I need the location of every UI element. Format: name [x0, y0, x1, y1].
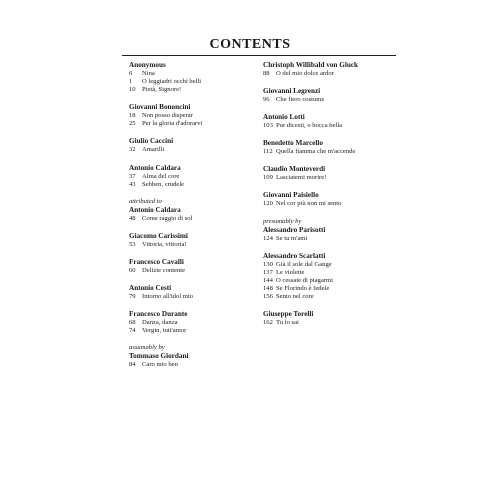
composer-entry: [263, 61, 403, 78]
page-number: 162: [263, 319, 273, 327]
composer-entry: [263, 218, 403, 243]
attribution-note: attributed to: [129, 197, 162, 205]
song-title: Intorno all'idol mio: [142, 293, 194, 301]
page-number: 103: [263, 122, 273, 130]
composer-entry: [129, 258, 269, 275]
song-row: [263, 235, 403, 243]
page-number: 68: [129, 319, 136, 327]
song-title: Delizie contente: [142, 266, 186, 274]
composer-name: Giovanni Bononcini: [129, 103, 191, 112]
attribution-note: presumably by: [263, 217, 302, 225]
composer-entry: [129, 137, 269, 154]
composer-name: Francesco Cavalli: [129, 257, 184, 266]
composer-entry: [263, 165, 403, 182]
song-row: [129, 78, 269, 86]
left-column: [129, 61, 269, 378]
song-row: [263, 319, 403, 327]
composer-entry: [129, 164, 269, 189]
composer-name: Giuseppe Torelli: [263, 310, 314, 319]
composer-entry: [129, 198, 269, 223]
page-number: 48: [129, 214, 136, 222]
song-title: Quella fiamma che m'accende: [276, 148, 356, 156]
song-title: Nina: [142, 70, 155, 77]
composer-entry: [263, 87, 403, 104]
page-number: 37: [129, 172, 136, 180]
song-row: [129, 86, 269, 94]
song-title: O del mio dolce ardor: [276, 70, 334, 77]
composer-entry: [129, 344, 269, 369]
song-row: [129, 120, 269, 128]
composer-name: Antonio Cesti: [129, 284, 172, 293]
composer-name: Giovanni Paisiello: [263, 191, 319, 200]
page-number: 79: [129, 293, 136, 301]
page-number: 25: [129, 120, 136, 128]
page-number: 156: [263, 293, 273, 301]
song-row: [263, 261, 403, 269]
composer-name: Alessandro Parisotti: [263, 225, 326, 234]
song-title: Se tu m'ami: [276, 234, 308, 242]
song-row: [263, 285, 403, 293]
song-title: O leggiadri occhi belli: [142, 78, 202, 86]
song-row: [263, 96, 403, 104]
song-row: [129, 319, 269, 327]
song-row: [129, 267, 269, 275]
song-title: Non posso disperar: [142, 112, 193, 120]
song-title: Per la gloria d'adorarvi: [142, 120, 203, 128]
song-title: O cessate di piagarmi: [276, 276, 333, 284]
page-number: 18: [129, 112, 136, 120]
song-row: [263, 70, 403, 78]
song-title: Se Florindo è fedele: [276, 284, 330, 292]
composer-name: Tommaso Giordani: [129, 352, 189, 361]
song-row: [129, 327, 269, 335]
composer-entry: [263, 310, 403, 327]
song-title: Pietà, Signore!: [142, 86, 182, 94]
composer-name: Claudio Monteverdi: [263, 165, 326, 174]
composer-entry: [129, 61, 269, 94]
page-number: 6: [129, 70, 133, 77]
song-row: [129, 241, 269, 249]
composer-entry: [129, 284, 269, 301]
composer-name: Giacomo Carissimi: [129, 231, 188, 240]
page-number: 120: [263, 200, 273, 208]
composer-entry: [129, 310, 269, 335]
song-title: Sento nel core: [276, 293, 314, 301]
song-title: Che fiero costume: [276, 96, 325, 104]
page-number: 148: [263, 284, 273, 292]
song-title: Alma del core: [142, 172, 180, 180]
page-number: 88: [263, 70, 270, 77]
song-title: Vittoria, vittoria!: [142, 240, 187, 248]
song-title: Vergin, tutt'amor: [142, 327, 187, 335]
composer-name: Francesco Durante: [129, 310, 188, 319]
song-title: Danza, danza: [142, 319, 178, 327]
page-number: 112: [263, 148, 273, 156]
composer-name: Christoph Willibald von Gluck: [263, 61, 359, 69]
song-row: [263, 174, 403, 182]
song-row: [129, 112, 269, 120]
composer-name: Antonio Lotti: [263, 113, 305, 122]
composer-entry: [263, 139, 403, 156]
page-number: 32: [129, 146, 136, 154]
song-row: [129, 70, 269, 78]
song-title: Lasciatemi morire!: [276, 174, 327, 182]
song-row: [263, 269, 403, 277]
song-title: Pur dicesti, o bocca bella: [276, 122, 343, 130]
song-row: [129, 293, 269, 301]
song-title: Le violette: [276, 268, 305, 276]
song-row: [129, 181, 269, 189]
page-number: 109: [263, 174, 273, 182]
composer-name: Antonio Caldara: [129, 163, 181, 172]
song-row: [263, 122, 403, 130]
page-number: 137: [263, 268, 273, 276]
page-number: 144: [263, 276, 273, 284]
song-title: Amarilli: [142, 146, 165, 154]
song-title: Caro mio ben: [142, 361, 178, 369]
song-title: Già il sole dal Gange: [276, 260, 332, 268]
page-number: 53: [129, 240, 136, 248]
composer-entry: [263, 191, 403, 208]
composer-name: Benedetto Marcello: [263, 139, 323, 148]
composer-entry: [263, 113, 403, 130]
page-number: 43: [129, 180, 136, 188]
song-row: [263, 293, 403, 301]
right-column: [263, 61, 403, 336]
composer-name: Giovanni Legrenzi: [263, 87, 321, 96]
composer-entry: [129, 103, 269, 128]
page-number: 84: [129, 361, 136, 369]
song-row: [263, 277, 403, 285]
song-row: [263, 200, 403, 208]
page-number: 96: [263, 96, 270, 104]
page-number: 130: [263, 260, 273, 268]
composer-name: Antonio Caldara: [129, 205, 181, 214]
song-row: [129, 361, 269, 369]
page-number: 1: [129, 78, 133, 86]
song-row: [129, 173, 269, 181]
song-row: [263, 148, 403, 156]
song-title: Tu lo sai: [276, 319, 299, 327]
title-rule: [122, 55, 396, 56]
page-number: 74: [129, 327, 136, 335]
song-row: [129, 215, 269, 223]
song-title: Come raggio di sol: [142, 214, 193, 222]
attribution-note: assumably by: [129, 344, 165, 352]
page-number: 60: [129, 266, 136, 274]
composer-entry: [129, 232, 269, 249]
song-title: Sebben, crudele: [142, 180, 185, 188]
song-row: [129, 146, 269, 154]
page-title: CONTENTS: [209, 37, 291, 52]
composer-name: Alessandro Scarlatti: [263, 251, 326, 260]
composer-name: Giulio Caccini: [129, 137, 174, 146]
composer-entry: [263, 252, 403, 301]
page-number: 124: [263, 234, 273, 242]
composer-name: Anonymous: [129, 61, 166, 69]
page-number: 10: [129, 86, 136, 94]
song-title: Nel cor più non mi sento: [276, 200, 342, 208]
